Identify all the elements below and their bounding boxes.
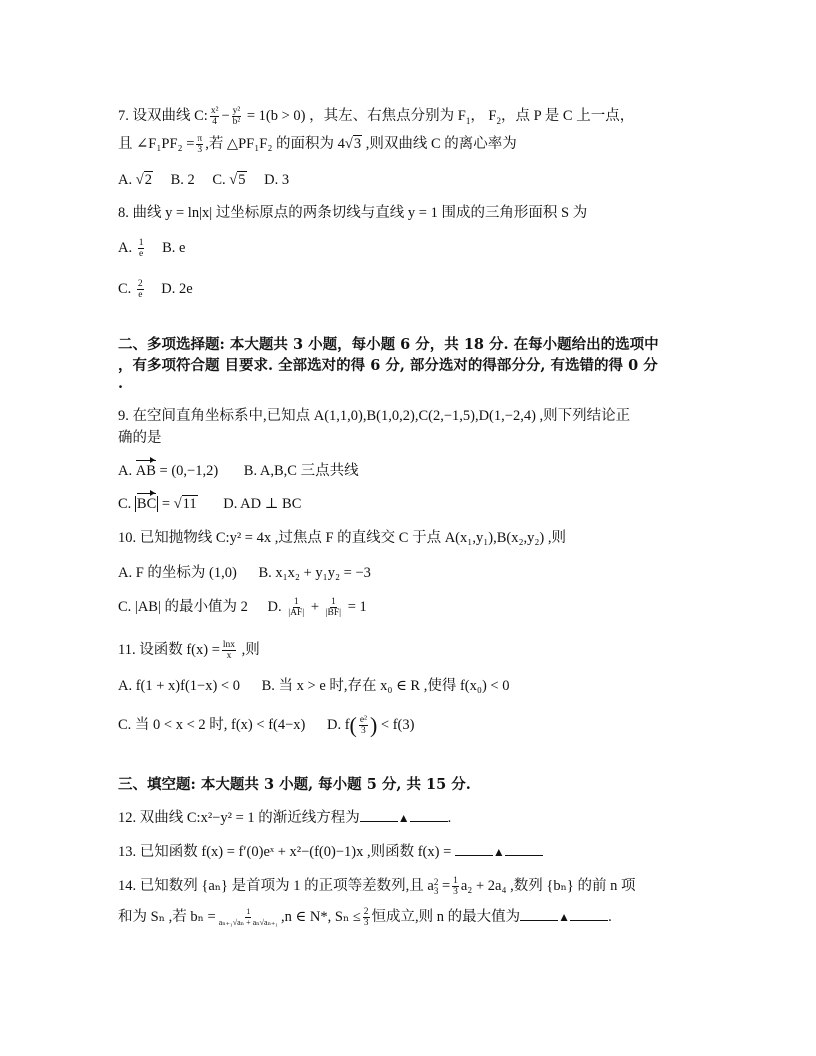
triangle-icon: ▲ bbox=[492, 845, 505, 859]
q9-options-ab bbox=[118, 461, 359, 481]
q9-option-c: C. BC = √11 bbox=[118, 496, 197, 512]
triangle-icon: ▲ bbox=[397, 811, 410, 825]
q11-option-b: B. 当 x > e 时,存在 x₀ ∈ R ,使得 f(x₀) < 0 bbox=[261, 678, 510, 694]
answer-blank bbox=[455, 841, 493, 856]
fraction: $\frac{\text{x²}}{4}$ bbox=[210, 106, 219, 128]
q11-options-ab bbox=[118, 676, 509, 696]
q9-options-cd bbox=[118, 494, 301, 514]
answer-blank bbox=[505, 841, 543, 856]
q10-option-a: A. F 的坐标为 (1,0) bbox=[118, 565, 237, 581]
answer-blank bbox=[570, 906, 608, 921]
triangle-icon: ▲ bbox=[558, 910, 571, 924]
section2-heading-line1: 二、多项选择题: 本大题共 3 小题，每小题 6 分，共 18 分. 在每小题给出的选项中 bbox=[118, 336, 659, 353]
q11-options-cd bbox=[118, 712, 415, 738]
q10-stem: 10. 已知抛物线 C:y² = 4x ,过焦点 F 的直线交 C 于点 A(x₁,y₁),B(x₂,y₂) ,则 bbox=[118, 530, 567, 546]
q14-line2: 和为 Sₙ ,若 bₙ = $\frac{1}{\text{aₙ₊₁√aₙ + aₙ√aₙ₊₁}}$ ,n ∈ N*, Sₙ ≤ $\frac{2}{3}$ 恒成立,则 n 的最大值为 ▲ . bbox=[118, 907, 612, 929]
q8-option-d: D. 2e bbox=[161, 281, 193, 297]
q11-option-d: D. f( $\frac{\text{e²}}{3}$ ) < f(3) bbox=[326, 712, 415, 738]
q7-option-d: D. 3 bbox=[264, 172, 290, 188]
q8-options-ab bbox=[118, 238, 185, 259]
q8-options-cd bbox=[118, 279, 193, 300]
answer-blank bbox=[520, 906, 558, 921]
q10-options-cd bbox=[118, 597, 367, 618]
q9-option-a: A. AB = (0,−1,2) bbox=[118, 463, 219, 479]
q10-options-ab bbox=[118, 563, 371, 583]
section2-heading-line2: ，有多项符合题 目要求. 全部选对的得 6 分, 部分选对的得部分分, 有选错的得 0 分 bbox=[118, 357, 658, 374]
q12-stem: 12. 双曲线 C:x²−y² = 1 的渐近线方程为 ▲ . bbox=[118, 807, 451, 828]
q11-option-a: A. f(1 + x)f(1−x) < 0 bbox=[118, 678, 240, 694]
q10-option-d: D. $\frac{1}{|AF|}$ + $\frac{1}{|BF|}$ = 1 bbox=[267, 597, 367, 619]
q14-line1: 14. 已知数列 {aₙ} 是首项为 1 的正项等差数列,且 a 2 3 = $\frac{1}{3}$ a₂ + 2a₄ ,数列 {bₙ} 的前 n 项 bbox=[118, 876, 636, 898]
q11-stem: 11. 设函数 f(x) = $\frac{\ln x}{x}$ ,则 bbox=[118, 640, 260, 662]
q7-line2: 且 ∠F₁PF₂ = $\frac{\pi}{3}$ ,若 △PF₁F₂ 的面积为 4√3 ,则双曲线 C 的离心率为 bbox=[118, 134, 517, 156]
answer-blank bbox=[360, 807, 398, 822]
sqrt: √3 bbox=[344, 136, 362, 152]
q8-option-a: A. $\frac{1}{e}$ bbox=[118, 238, 144, 260]
q8-option-c: C. $\frac{2}{e}$ bbox=[118, 279, 143, 301]
fraction: $\frac{\pi}{3}$ bbox=[197, 134, 203, 156]
q8-stem: 8. 曲线 y = ln|x| 过坐标原点的两条切线与直线 y = 1 围成的三角形面积 S 为 bbox=[118, 205, 588, 221]
fraction: $\frac{\text{y²}}{\text{b²}}$ bbox=[232, 106, 241, 128]
q11-option-c: C. 当 0 < x < 2 时, f(x) < f(4−x) bbox=[118, 717, 306, 733]
q7-option-b: B. 2 bbox=[170, 172, 195, 188]
q7-option-c: C. √5 bbox=[212, 172, 246, 188]
q9-option-d: D. AD ⊥ BC bbox=[223, 496, 302, 512]
q9-line2: 确的是 bbox=[118, 430, 162, 446]
answer-blank bbox=[410, 807, 448, 822]
q10-option-b: B. x₁x₂ + y₁y₂ = −3 bbox=[258, 565, 371, 581]
q13-stem: 13. 已知函数 f(x) = f′(0)eˣ + x²−(f(0)−1)x ,则函数 f(x) = ▲ bbox=[118, 841, 543, 862]
section3-heading: 三、填空题: 本大题共 3 小题, 每小题 5 分, 共 15 分. bbox=[118, 776, 471, 793]
q9-option-b: B. A,B,C 三点共线 bbox=[243, 463, 359, 479]
q8-option-b: B. e bbox=[162, 240, 186, 256]
q9-line1: 9. 在空间直角坐标系中,已知点 A(1,1,0),B(1,0,2),C(2,−1,5),D(1,−2,4) ,则下列结论正 bbox=[118, 408, 631, 424]
q7-option-a: A. √2 bbox=[118, 172, 152, 188]
q7-options bbox=[118, 170, 289, 190]
q7-text: 7. 设双曲线 C: bbox=[118, 108, 208, 124]
section2-heading-line3: . bbox=[118, 375, 124, 392]
q7-line1: 7. 设双曲线 C: $\frac{\text{x²}}{4}$ − $\frac{\text{y²}}{\text{b²}}$ = 1(b > 0) ，其左、右焦点分别为 $F_1$， $F_2$，点 P 是 C 上一点， bbox=[118, 106, 635, 128]
q10-option-c: C. |AB| 的最小值为 2 bbox=[118, 599, 248, 615]
